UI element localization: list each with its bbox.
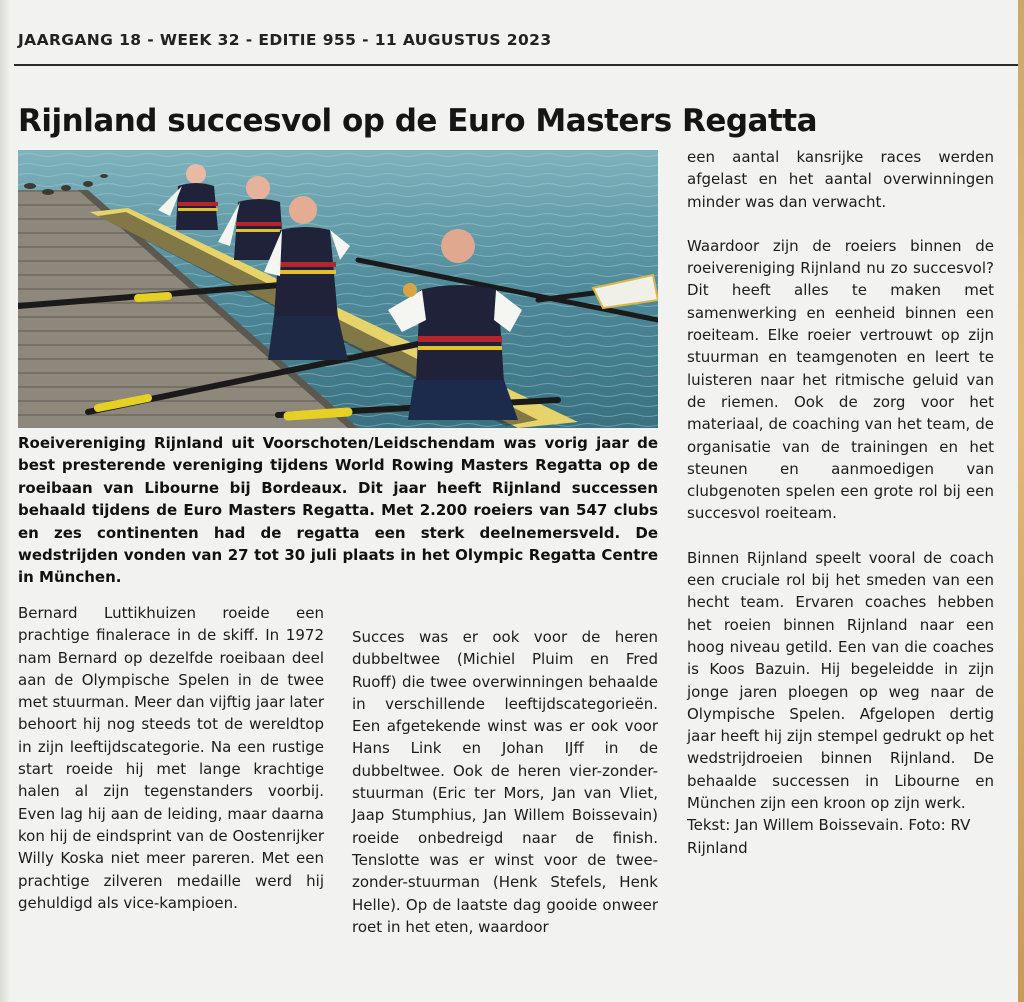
page-fold-shadow <box>0 0 10 1002</box>
article-column-1 <box>18 602 324 914</box>
photo-credit: Tekst: Jan Willem Boissevain. Foto: RV Rijnland <box>687 816 971 857</box>
photo-caption: Roeivereniging Rijnland uit Voorschoten/Leidschendam was vorig jaar de best presterende vereniging tijdens World Rowing Masters Regatta op de roeibaan van Libourne bij Bordeaux. Dit jaar heeft Rijnland successen behaald tijdens de Euro Masters Regatta. Met 2.200 roeiers van 547 clubs en zes continenten had de regatta een sterk deelnemersveld. De wedstrijden vonden van 27 tot 30 juli plaats in het Olympic Regatta Centre in München. <box>18 434 658 587</box>
rowing-photo <box>18 150 658 428</box>
paragraph: een aantal kansrijke races werden afgelast en het aantal overwinningen minder was dan verwacht. <box>687 148 994 211</box>
paragraph: Binnen Rijnland speelt vooral de coach een cruciale rol bij het smeden van een hecht team. Ervaren coaches hebben het roeien binnen Rijnland naar een hoog niveau getild. Een van die coaches is Koos Bazuin. Hij begeleidde in zijn jonge jaren ploegen op weg naar de Olympische Spelen. Afgelopen dertig jaar heeft hij zijn stempel gedrukt op het wedstrijdroeien binnen Rijnland. De behaalde successen in Libourne en München zijn een kroon op zijn werk. <box>687 548 994 813</box>
article-headline: Rijnland succesvol op de Euro Masters Regatta <box>18 102 818 139</box>
paragraph: Bernard Luttikhuizen roeide een prachtige finalerace in de skiff. In 1972 nam Bernard op dezelfde roeibaan deel aan de Olympische Spelen in de twee met stuurman. Meer dan vijftig jaar later behoort hij nog steeds tot de wereldtop in zijn leeftijdscategorie. Na een rustige start roeide hij met lange krachtige halen al zijn tegenstanders voorbij. Even lag hij aan de leiding, maar daarna kon hij de eindsprint van de Oostenrijker Willy Koska niet meer pareren. Met een prachtige zilveren medaille werd hij gehuldigd als vice-kampioen. <box>18 604 324 912</box>
masthead: JAARGANG 18 - WEEK 32 - EDITIE 955 - 11 AUGUSTUS 2023 <box>18 31 552 49</box>
article-column-3 <box>687 146 994 859</box>
paragraph: Succes was er ook voor de heren dubbeltwee (Michiel Pluim en Fred Ruoff) die twee overwinningen behaalde in verschillende leeftijdscategorieën. Een afgetekende winst was er ook voor Hans Link en Johan IJff in de dubbeltwee. Ook de heren vier-zonder-stuurman (Eric ter Mors, Jan van Vliet, Jaap Stumphius, Jan Willem Boissevain) roeide onbedreigd naar de finish. Tenslotte was er winst voor de twee-zonder-stuurman (Henk Stefels, Henk Helle). Op de laatste dag gooide onweer roet in het eten, waardoor <box>352 628 658 936</box>
paragraph: Waardoor zijn de roeiers binnen de roeivereniging Rijnland nu zo succesvol? Dit heeft alles te maken met samenwerking en eenheid binnen een roeiteam. Elke roeier vertrouwt op zijn stuurman en teamgenoten en leert te luisteren naar het ritmische geluid van de riemen. Ook de zorg voor het materiaal, de coaching van het team, de organisatie van de trainingen en het steunen en aanmoedigen van clubgenoten spelen een grote rol bij een succesvol roeiteam. <box>687 236 994 523</box>
masthead-rule <box>14 64 1018 66</box>
adjacent-page-edge <box>1018 0 1024 1002</box>
article-column-2 <box>352 626 658 938</box>
